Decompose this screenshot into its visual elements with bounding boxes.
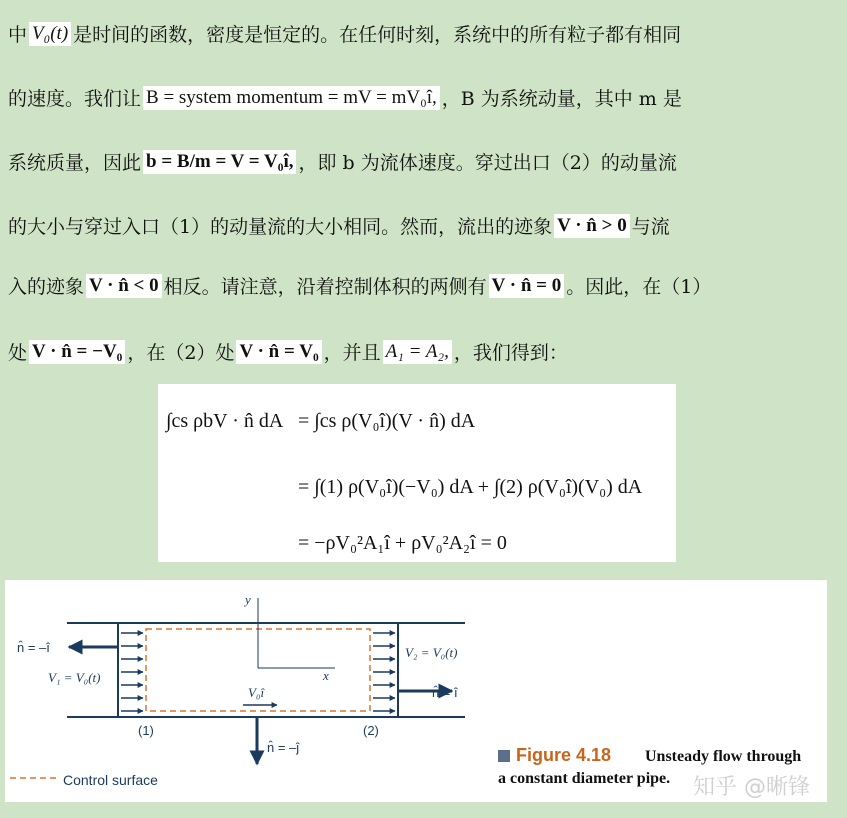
- label-normal-bottom: n̂ = –ĵ: [267, 740, 300, 755]
- pipe-flow-diagram: [5, 580, 827, 802]
- text-line-3: [8, 148, 677, 175]
- figure-caption-number: [498, 745, 611, 766]
- text-line-6: [8, 338, 568, 365]
- figure-panel: [5, 580, 827, 802]
- text-segment: ，B 为系统动量，其中 m 是: [441, 88, 682, 110]
- label-y-axis: y: [245, 592, 251, 607]
- label-v1: V₁ = V₀(t): [48, 670, 101, 685]
- inlet-velocity-arrows: [121, 633, 143, 711]
- label-section-1: (1): [138, 723, 154, 738]
- inline-math: B = system momentum = mV = mV₀î,: [143, 86, 440, 110]
- caption-square-icon: [498, 750, 510, 762]
- inline-math: V · n̂ = V₀: [236, 340, 321, 364]
- text-segment: 是时间的函数，密度是恒定的。在任何时刻，系统中的所有粒子都有相同: [73, 24, 682, 46]
- watermark: 知乎 @晰锋: [693, 775, 810, 800]
- equation-row-3: = −ρV₀²A₁î + ρV₀²A₂î = 0: [298, 532, 507, 554]
- text-segment: ，我们得到：: [453, 342, 568, 364]
- text-line-4: [8, 212, 670, 239]
- label-v2: V₂ = V₀(t): [405, 645, 458, 660]
- equation-block: [158, 384, 676, 562]
- text-segment: ，并且: [323, 342, 381, 364]
- text-line-2: [8, 84, 682, 111]
- label-x-axis: x: [323, 668, 329, 683]
- text-segment: 处: [8, 342, 28, 364]
- text-segment: ，即 b 为流体速度。穿过出口（2）的动量流: [298, 152, 677, 174]
- outlet-velocity-arrows: [373, 633, 395, 711]
- figure-caption-line-1: Unsteady flow through: [645, 748, 802, 765]
- inline-math: V · n̂ > 0: [554, 214, 630, 238]
- label-v0i: V₀î: [248, 685, 265, 700]
- legend-control-surface: Control surface: [63, 772, 158, 788]
- inline-math: A₁ = A₂,: [383, 340, 452, 364]
- inline-math: V · n̂ = −V₀: [29, 340, 125, 364]
- text-segment: ，在（2）处: [127, 342, 235, 364]
- inline-math: V₀(t): [29, 22, 71, 46]
- label-normal-right: n̂ = î: [432, 685, 458, 700]
- inline-math: V · n̂ = 0: [489, 274, 565, 298]
- label-normal-left: n̂ = –î: [17, 640, 50, 655]
- text-segment: 的速度。我们让: [8, 88, 142, 110]
- inline-math: b = B/m = V = V₀î,: [143, 150, 296, 174]
- text-segment: 与流: [631, 216, 670, 238]
- text-line-5: [8, 272, 711, 299]
- text-segment: 。因此，在（1）: [566, 276, 712, 298]
- equation-row-2: = ∫(1) ρ(V₀î)(−V₀) dA + ∫(2) ρ(V₀î)(V₀) dA: [298, 476, 643, 498]
- text-segment: 的大小与穿过入口（1）的动量流的大小相同。然而，流出的迹象: [8, 216, 553, 238]
- text-segment: 入的迹象: [8, 276, 85, 298]
- figure-caption-line-2: a constant diameter pipe.: [498, 770, 671, 787]
- inline-math: V · n̂ < 0: [86, 274, 162, 298]
- equation-row-1-rhs: = ∫cs ρ(V₀î)(V · n̂) dA: [298, 410, 476, 432]
- text-segment: 相反。请注意，沿着控制体积的两侧有: [163, 276, 487, 298]
- caption-number-text: Figure 4.18: [516, 745, 612, 765]
- text-line-1: [8, 20, 681, 47]
- equation-row-1-lhs: ∫cs ρbV · n̂ dA: [166, 410, 284, 432]
- text-segment: 中: [8, 24, 28, 46]
- label-section-2: (2): [363, 723, 379, 738]
- text-segment: 系统质量，因此: [8, 152, 142, 174]
